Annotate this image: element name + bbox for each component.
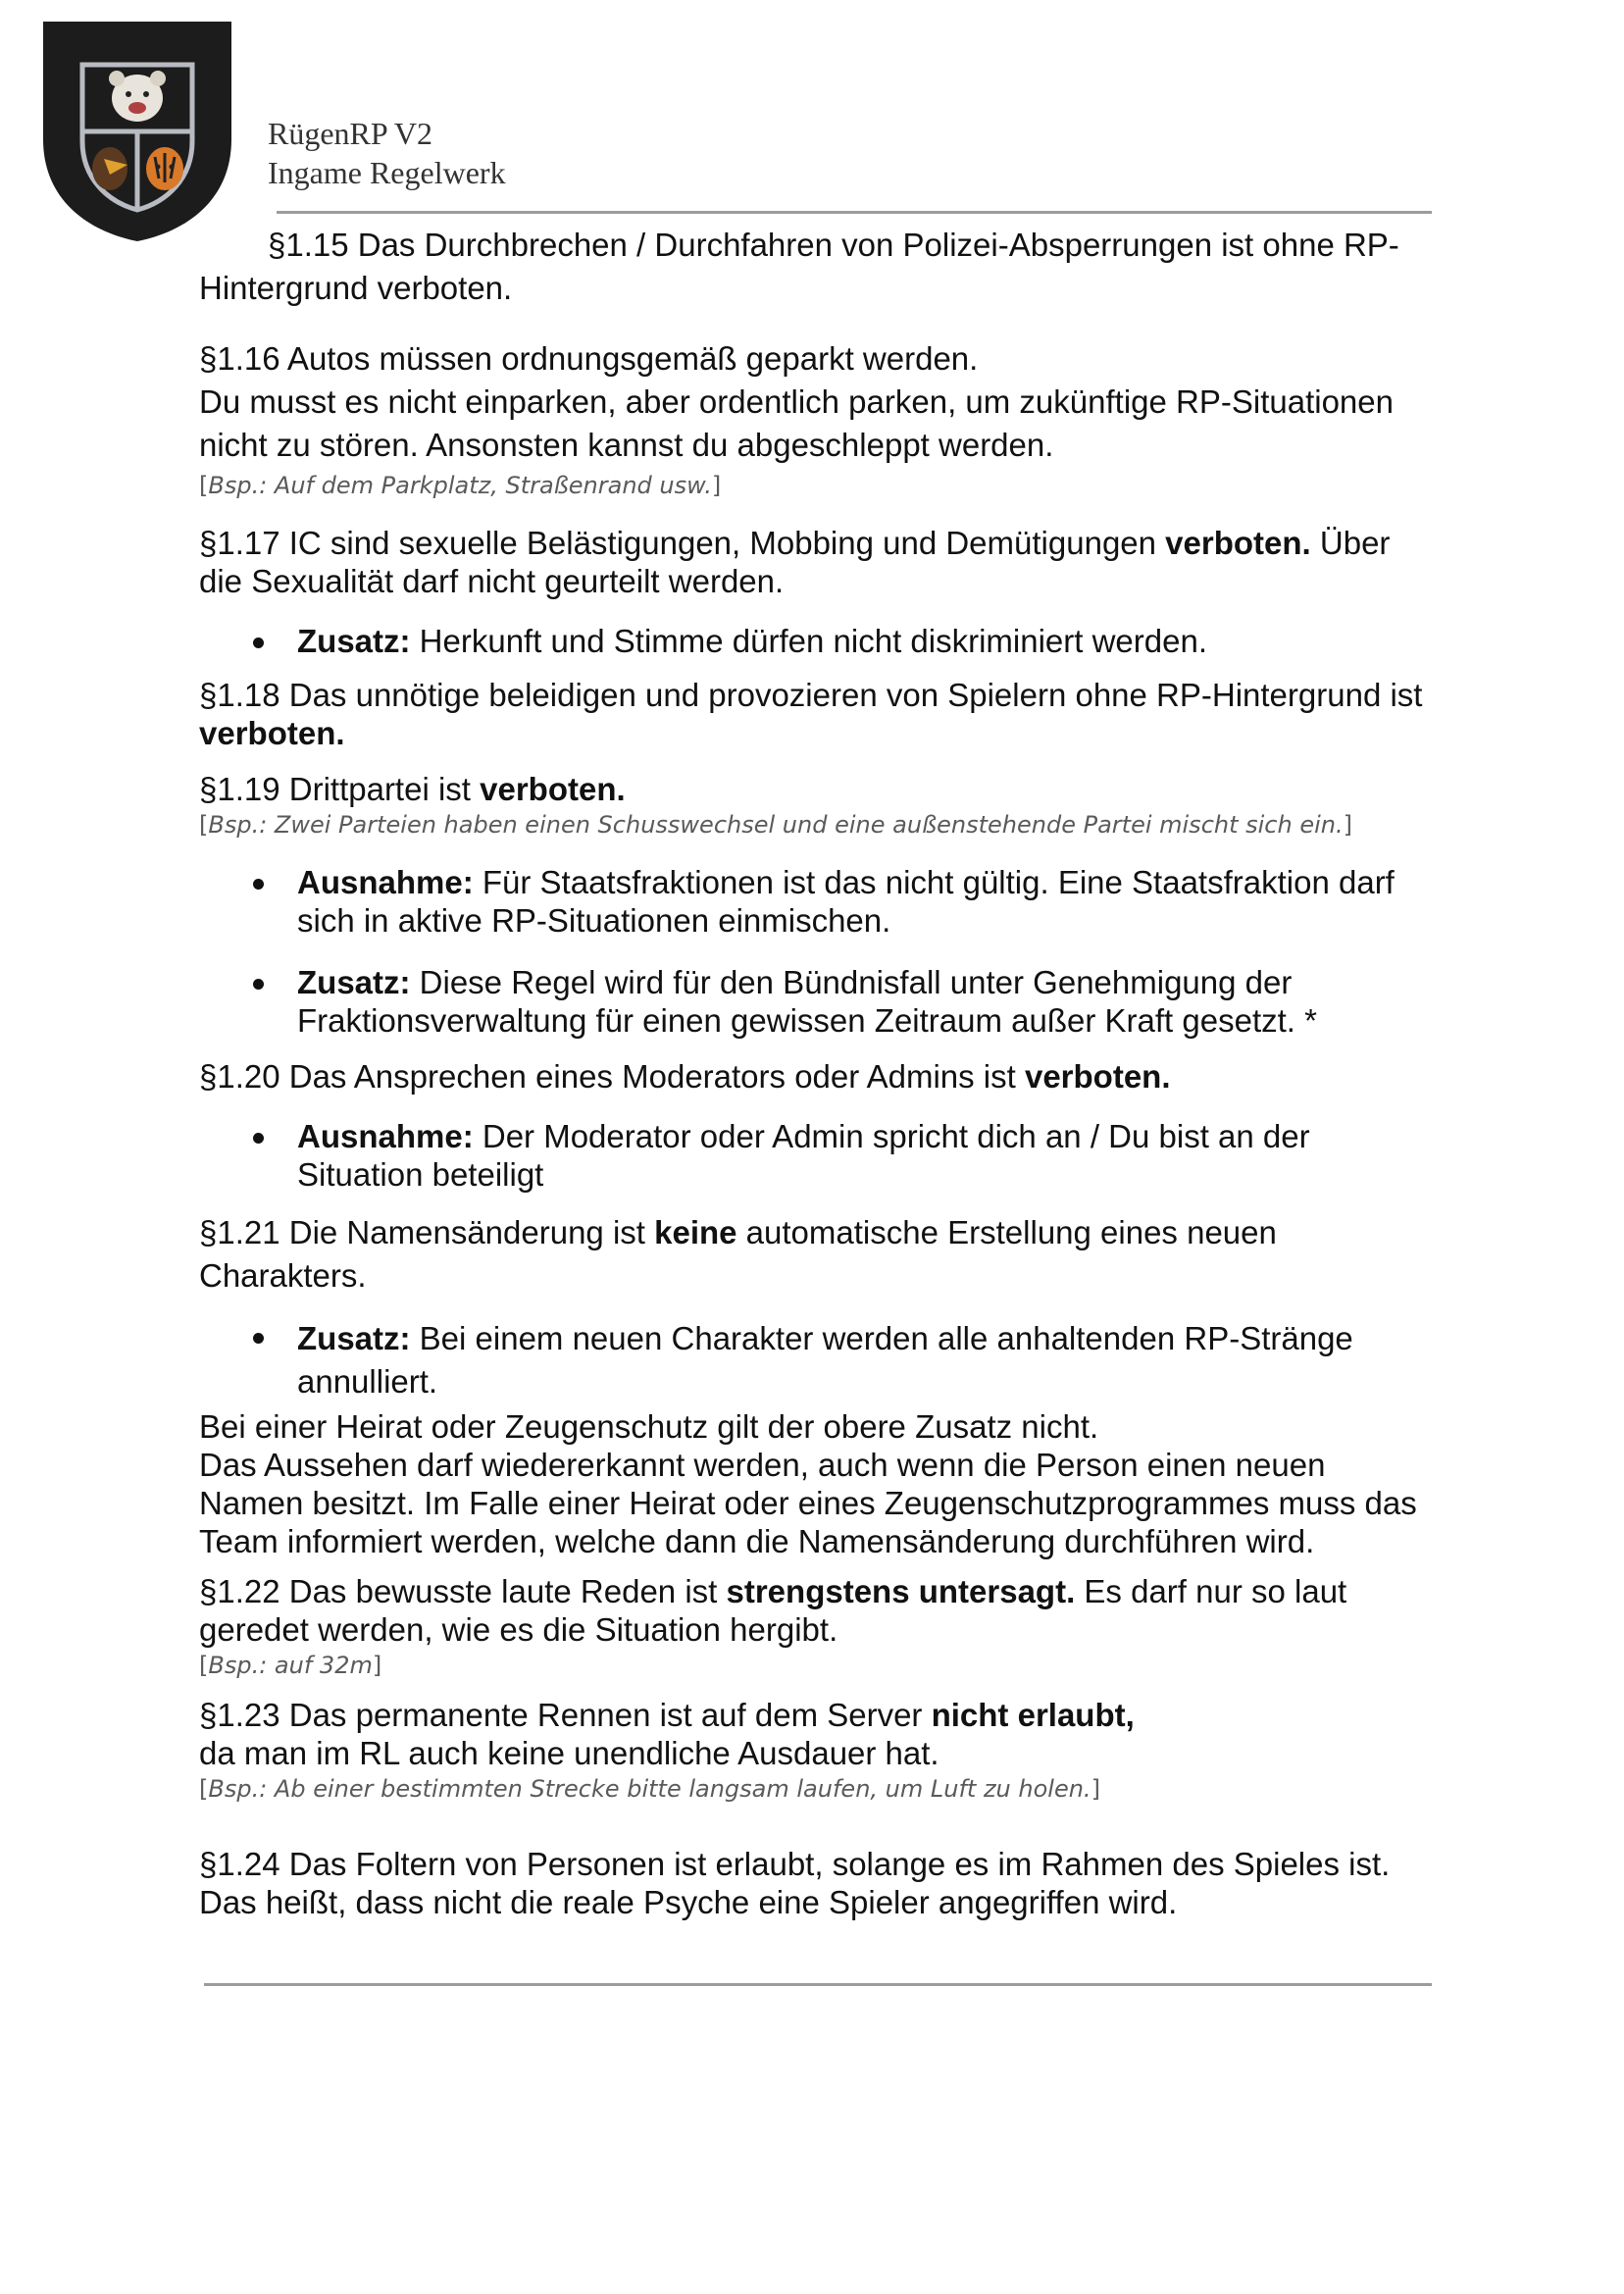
example-text: Bsp.: Auf dem Parkplatz, Straßenrand usw. — [208, 472, 712, 499]
rule-emphasis: strengstens untersagt. — [726, 1573, 1076, 1609]
rules-content — [199, 224, 1435, 1921]
example-text: Bsp.: Ab einer bestimmten Strecke bitte langsam laufen, um Luft zu holen. — [208, 1775, 1091, 1803]
rule-1-19-bullets — [199, 863, 1435, 1040]
list-item — [199, 1317, 1435, 1403]
rule-1-22-text — [199, 1572, 1435, 1649]
rule-1-21 — [199, 1211, 1435, 1560]
rule-text: §1.18 Das unnötige beleidigen und provozieren von Spielern ohne RP-Hintergrund ist — [199, 677, 1423, 713]
bullet-text: Bei einem neuen Charakter werden alle anhaltenden RP-Stränge annulliert. — [297, 1320, 1353, 1400]
rule-emphasis: verboten. — [1165, 525, 1311, 561]
rule-text: Über die Sexualität darf nicht geurteilt werden. — [199, 525, 1391, 599]
bullet-label: Zusatz: — [297, 1320, 411, 1356]
rule-1-21-note2: Das Aussehen darf wiedererkannt werden, auch wenn die Person einen neuen Namen besitzt. Im Falle einer Heirat oder eines Zeugenschutzprogrammes muss das Team informiert werden, welche dann die Namensänderung durchführen wird. — [199, 1447, 1417, 1559]
rule-1-16 — [199, 337, 1435, 502]
rule-text: §1.21 Die Namensänderung ist — [199, 1214, 655, 1250]
rule-1-19-text — [199, 770, 1435, 808]
rule-emphasis: verboten. — [199, 715, 345, 751]
example-text: Bsp.: Zwei Parteien haben einen Schusswechsel und eine außenstehende Partei mischt sich ein. — [208, 811, 1344, 839]
bullet-label: Zusatz: — [297, 964, 411, 1000]
rule-1-16-example: [Bsp.: Auf dem Parkplatz, Straßenrand usw.] — [199, 472, 722, 499]
rule-1-19 — [199, 770, 1435, 1040]
rule-1-23 — [199, 1696, 1435, 1806]
bullet-text: Für Staatsfraktionen ist das nicht gültig. Eine Staatsfraktion darf sich in aktive RP-Situationen einmischen. — [297, 864, 1395, 939]
rule-text: Es darf nur so laut geredet werden, wie es die Situation hergibt. — [199, 1573, 1347, 1648]
footer-divider — [204, 1983, 1432, 1986]
rule-text: §1.17 IC sind sexuelle Belästigungen, Mobbing und Demütigungen — [199, 525, 1166, 561]
header-title-line2: Ingame Regelwerk — [268, 155, 506, 190]
bullet-label: Ausnahme: — [297, 1118, 474, 1154]
bullet-text: Diese Regel wird für den Bündnisfall unter Genehmigung der Fraktionsverwaltung für einen gewissen Zeitraum außer Kraft gesetzt. * — [297, 964, 1317, 1039]
rule-text: §1.20 Das Ansprechen eines Moderators oder Admins ist — [199, 1058, 1025, 1095]
rule-text: §1.22 Das bewusste laute Reden ist — [199, 1573, 727, 1609]
example-text: Bsp.: auf 32m — [208, 1652, 373, 1679]
rule-text: automatische Erstellung eines neuen Charakters. — [199, 1214, 1277, 1294]
rule-1-24-text-2: Das heißt, dass nicht die reale Psyche eine Spieler angegriffen wird. — [199, 1884, 1178, 1920]
rule-1-23-text-2: da man im RL auch keine unendliche Ausdauer hat. — [199, 1735, 939, 1771]
rule-1-21-bullets — [199, 1317, 1435, 1403]
list-item — [199, 622, 1435, 660]
rule-1-16-title: §1.16 Autos müssen ordnungsgemäß geparkt werden. — [199, 340, 979, 377]
shield-logo-icon — [39, 22, 235, 241]
rule-emphasis: verboten. — [1024, 1058, 1171, 1095]
rule-text: §1.19 Drittpartei ist — [199, 771, 481, 807]
bullet-text: Herkunft und Stimme dürfen nicht diskriminiert werden. — [410, 623, 1207, 659]
rule-1-20-text — [199, 1057, 1435, 1096]
rule-1-15: §1.15 Das Durchbrechen / Durchfahren von Polizei-Absperrungen ist ohne RP-Hintergrund verboten. — [199, 227, 1399, 306]
rule-1-23-text — [199, 1696, 1435, 1734]
rule-1-23-example: [Bsp.: Ab einer bestimmten Strecke bitte langsam laufen, um Luft zu holen.] — [199, 1775, 1100, 1803]
bullet-text: Der Moderator oder Admin spricht dich an / Du bist an der Situation beteiligt — [297, 1118, 1310, 1193]
rule-1-24 — [199, 1845, 1435, 1921]
list-item — [199, 863, 1435, 940]
rule-1-20 — [199, 1057, 1435, 1194]
list-item — [199, 963, 1435, 1040]
rule-1-21-text — [199, 1211, 1435, 1298]
bullet-label: Ausnahme: — [297, 864, 474, 900]
rule-1-19-example: [Bsp.: Zwei Parteien haben einen Schusswechsel und eine außenstehende Partei mischt sich ein.] — [199, 811, 1352, 839]
rule-emphasis: verboten. — [480, 771, 626, 807]
rule-1-20-bullets — [199, 1117, 1435, 1194]
rule-emphasis: keine — [654, 1214, 737, 1250]
bullet-label: Zusatz: — [297, 623, 411, 659]
rule-1-18 — [199, 676, 1435, 752]
document-header — [268, 114, 506, 192]
rule-text: §1.23 Das permanente Rennen ist auf dem Server — [199, 1697, 932, 1733]
rule-1-21-note1: Bei einer Heirat oder Zeugenschutz gilt der obere Zusatz nicht. — [199, 1408, 1099, 1445]
rule-1-16-text: Du musst es nicht einparken, aber ordentlich parken, um zukünftige RP-Situationen nicht zu stören. Ansonsten kannst du abgeschleppt werden. — [199, 383, 1394, 463]
rule-1-17 — [199, 524, 1435, 660]
rule-1-22-example: [Bsp.: auf 32m] — [199, 1652, 382, 1679]
rule-1-24-text: §1.24 Das Foltern von Personen ist erlaubt, solange es im Rahmen des Spieles ist. — [199, 1846, 1391, 1882]
rule-emphasis: nicht erlaubt, — [931, 1697, 1135, 1733]
rule-1-17-text — [199, 524, 1435, 600]
list-item — [199, 1117, 1435, 1194]
rule-1-22 — [199, 1572, 1435, 1682]
rule-1-18-text — [199, 676, 1435, 752]
header-title-line1: RügenRP V2 — [268, 116, 433, 151]
header-divider — [277, 211, 1432, 214]
rule-1-17-bullets — [199, 622, 1435, 660]
